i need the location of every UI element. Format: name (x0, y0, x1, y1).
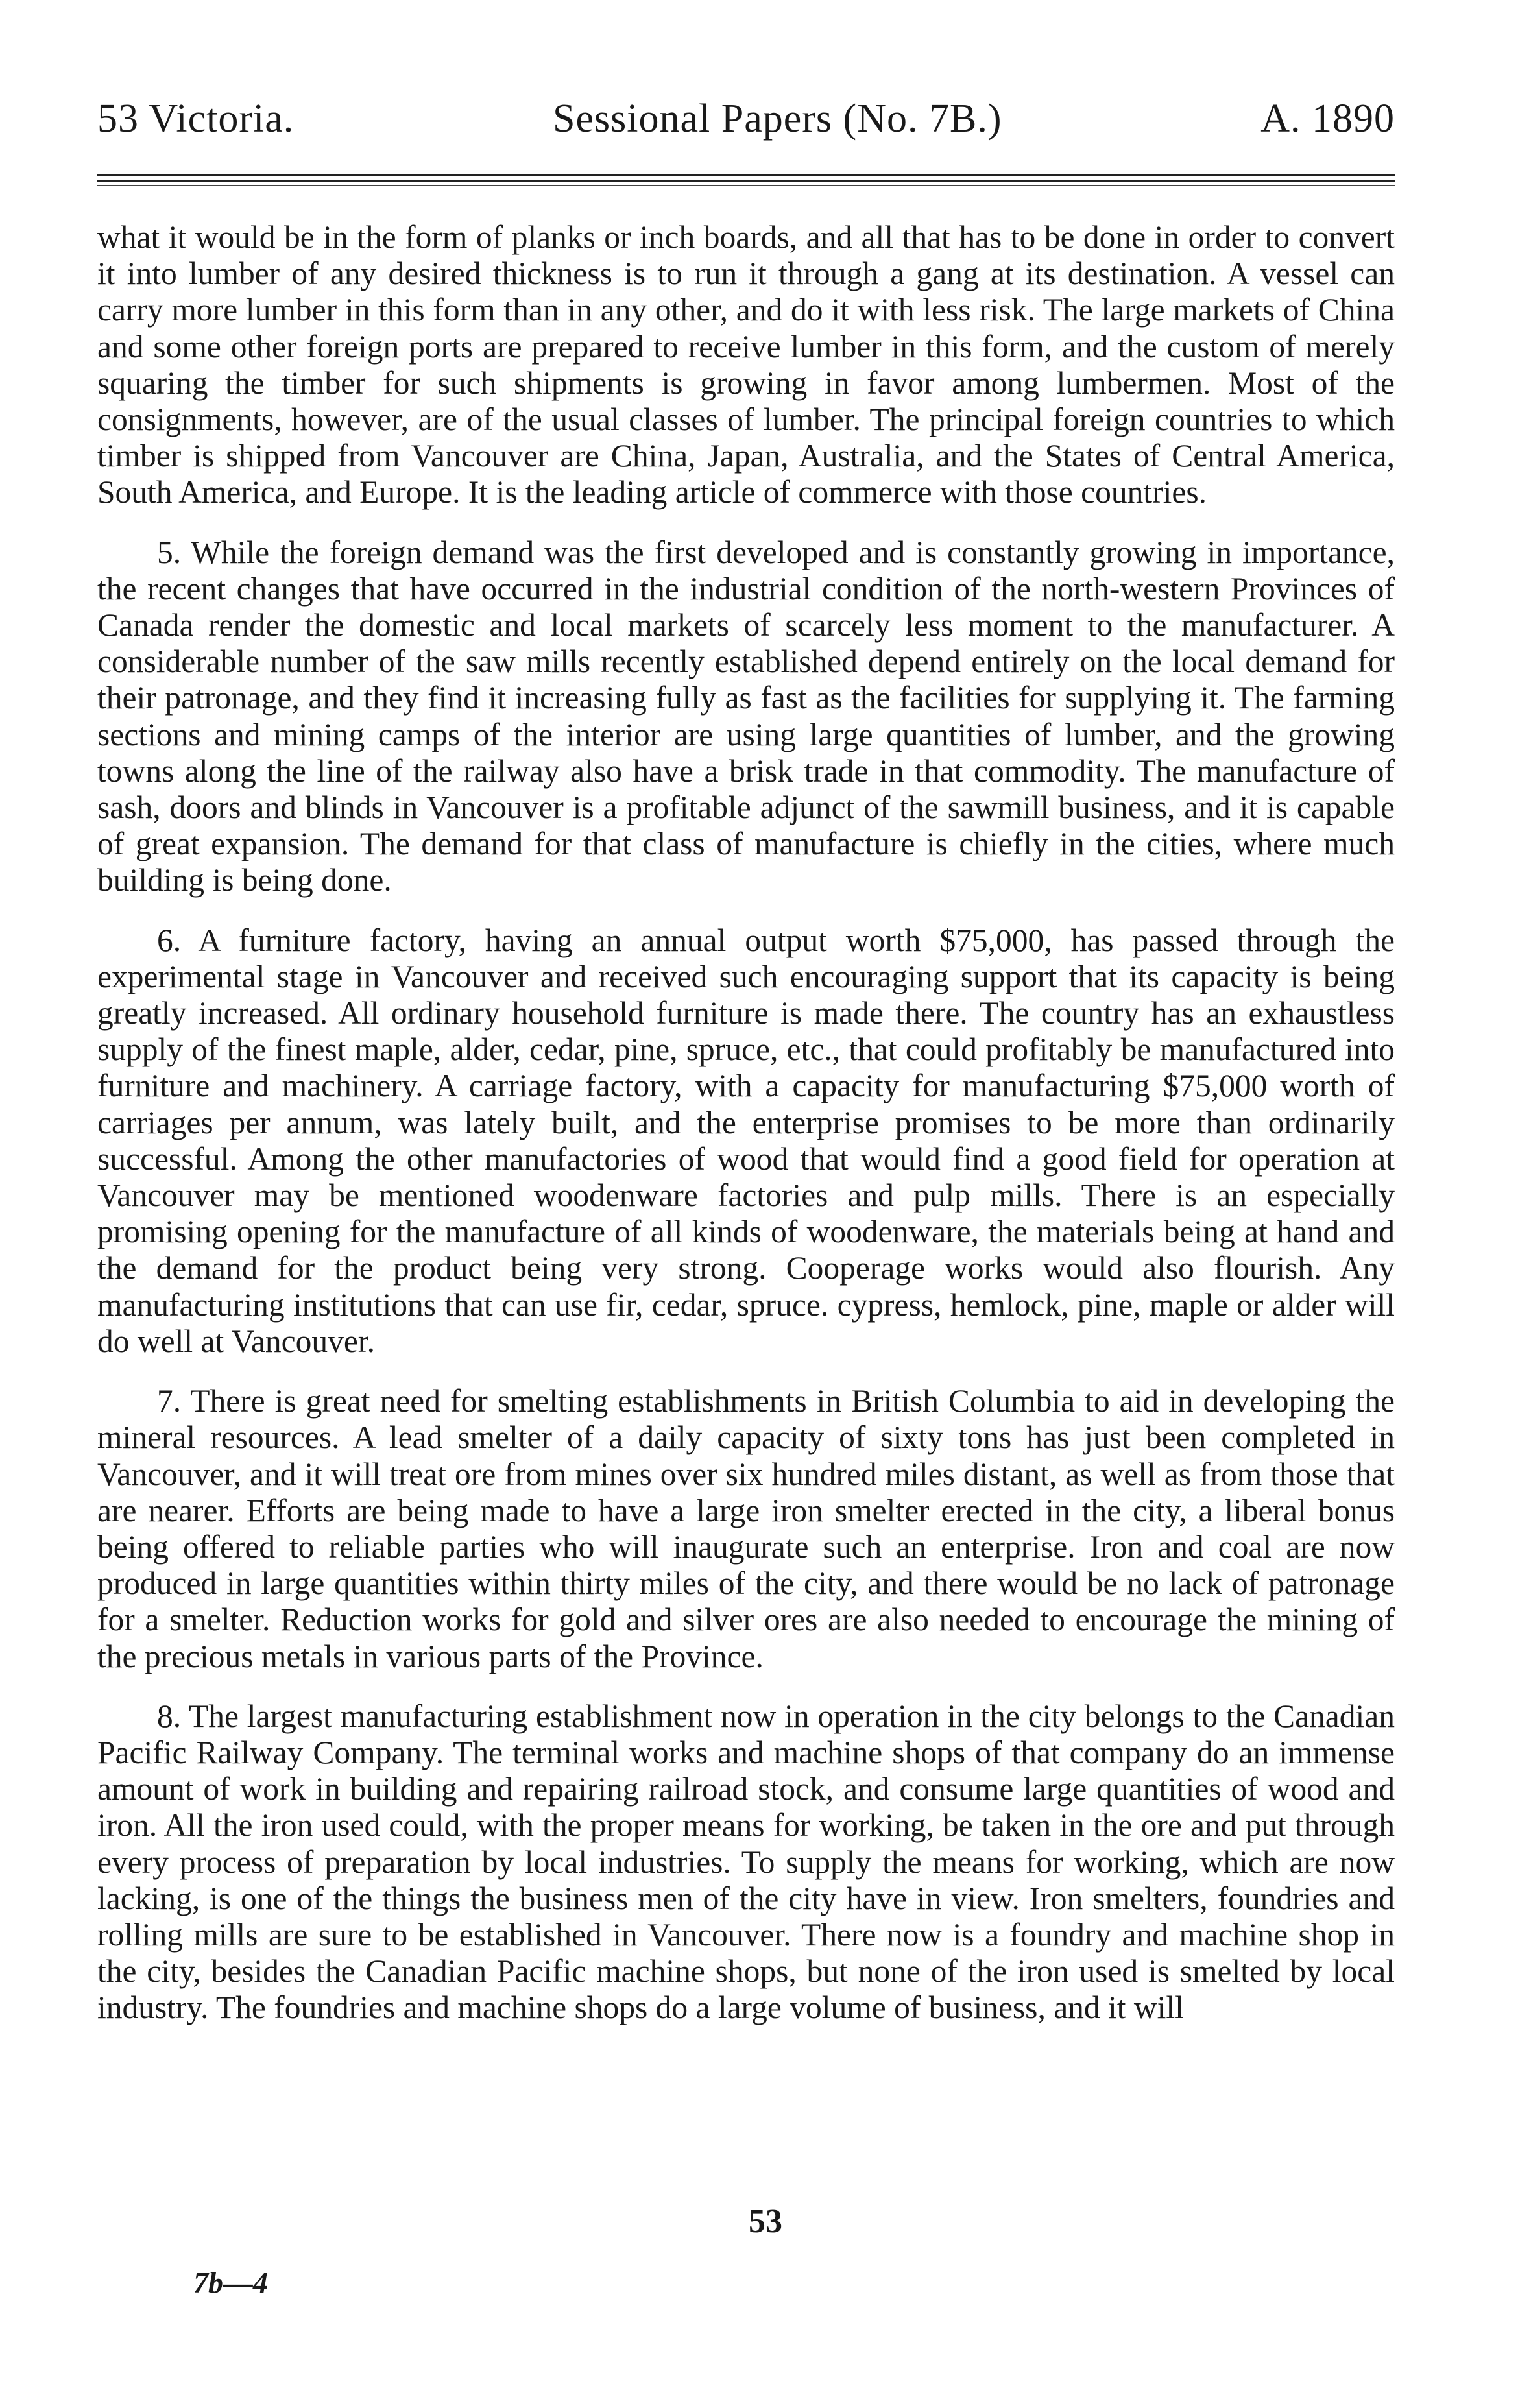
paragraph-7: 7. There is great need for smelting establishments in British Columbia to aid in developing the mineral resources. A lead smelter of a daily capacity of sixty tons has just been completed in Vancouver, and it will treat ore from mines over six hundred miles distant, as well as from those that are nearer. Efforts are being made to have a large iron smelter erected in the city, a liberal bonus being offered to reliable parties who will inaugurate such an enterprise. Iron and coal are now produced in large quantities within thirty miles of the city, and there would be no lack of patronage for a smelter. Reduction works for gold and silver ores are also needed to encourage the mining of the precious metals in various parts of the Province. (97, 1383, 1395, 1674)
header-rule-top (97, 174, 1395, 176)
body-text (97, 219, 1395, 2050)
paragraph-6: 6. A furniture factory, having an annual output worth $75,000, has passed through the experimental stage in Vancouver and received such encouraging support that its capacity is being greatly increased. All ordinary household furniture is made there. The country has an exhaustless supply of the finest maple, alder, cedar, pine, spruce, etc., that could profitably be manufactured into furniture and machinery. A carriage factory, with a capacity for manufacturing $75,000 worth of carriages per annum, was lately built, and the enterprise promises to be more than ordinarily successful. Among the other manufactories of wood that would find a good field for operation at Vancouver may be mentioned woodenware factories and pulp mills. There is an especially promising opening for the manufacture of all kinds of woodenware, the materials being at hand and the demand for the product being very strong. Cooperage works would also flourish. Any manufacturing institutions that can use fir, cedar, spruce. cypress, hemlock, pine, maple or alder will do well at Vancouver. (97, 922, 1395, 1359)
running-header (97, 96, 1395, 148)
paragraph-8: 8. The largest manufacturing establishment now in operation in the city belongs to the Canadian Pacific Railway Company. The terminal works and machine shops of that company do an immense amount of work in building and repairing railroad stock, and consume large quantities of wood and iron. All the iron used could, with the proper means for working, be taken in the ore and put through every process of preparation by local industries. To supply the means for working, which are now lacking, is one of the things the business men of the city have in view. Iron smelters, foundries and rolling mills are sure to be established in Vancouver. There now is a foundry and machine shop in the city, besides the Canadian Pacific machine shops, but none of the iron used is smelted by local industry. The foundries and machine shops do a large volume of business, and it will (97, 1698, 1395, 2026)
header-title: Sessional Papers (No. 7B.) (553, 97, 1002, 141)
paragraph-5: 5. While the foreign demand was the first developed and is constantly growing in importance, the recent changes that have occurred in the industrial condition of the north-western Provinces of Canada render the domestic and local markets of scarcely less moment to the manufacturer. A considerable number of the saw mills recently established depend entirely on the local demand for their patronage, and they find it increasing fully as fast as the facilities for supplying it. The farming sections and mining camps of the interior are using large quantities of lumber, and the growing towns along the line of the railway also have a brisk trade in that commodity. The manufacture of sash, doors and blinds in Vancouver is a profitable adjunct of the sawmill business, and it is capable of great expansion. The demand for that class of manufacture is chiefly in the cities, where much building is being done. (97, 534, 1395, 898)
printer-signature-mark: 7b—4 (193, 2266, 268, 2299)
page-number: 53 (749, 2203, 782, 2240)
header-rule-bottom (97, 185, 1395, 186)
paragraph-continuation: what it would be in the form of planks or inch boards, and all that has to be done in order to convert it into lumber of any desired thickness is to run it through a gang at its destination. A vessel can carry more lumber in this form than in any other, and do it with less risk. The large markets of China and some other foreign ports are prepared to receive lumber in this form, and the custom of merely squaring the timber for such shipments is growing in favor among lumbermen. Most of the consignments, however, are of the usual classes of lumber. The principal foreign countries to which timber is shipped from Vancouver are China, Japan, Australia, and the States of Central America, South America, and Europe. It is the leading article of commerce with those countries. (97, 219, 1395, 511)
header-year: A. 1890 (1260, 97, 1395, 141)
header-volume: 53 Victoria. (97, 97, 295, 141)
header-rule-middle (97, 180, 1395, 182)
